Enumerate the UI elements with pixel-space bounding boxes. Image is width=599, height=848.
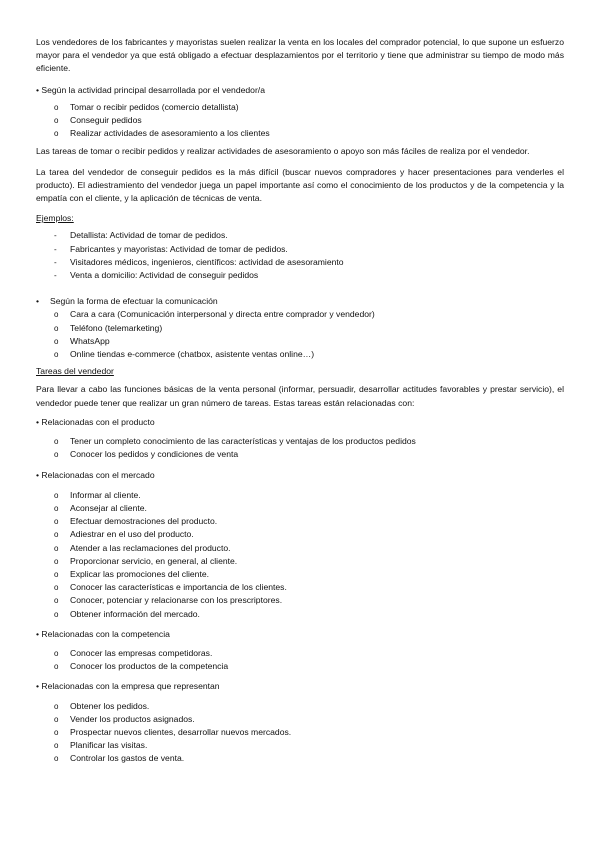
paragraph-difficult-task: La tarea del vendedor de conseguir pedidos es la más difícil (buscar nuevos compradores y hacer presentaciones para venderles el producto). El adiestramiento del vendedor juega un papel importante así como el conocimiento de los productos y de la competencia y la empatía con el cliente, y la aplicación de técnicas de venta. — [36, 166, 564, 204]
tasks-title: Tareas del vendedor — [36, 366, 114, 377]
circle-bullet-icon: o — [54, 609, 59, 619]
dash-bullet-icon: - — [54, 257, 57, 267]
circle-bullet-icon: o — [54, 569, 59, 579]
list-item: o Conocer los productos de la competencia — [36, 660, 564, 673]
list-item: o Adiestrar en el uso del producto. — [36, 528, 564, 541]
circle-bullet-icon: o — [54, 129, 59, 139]
list-item: o Tomar o recibir pedidos (comercio detallista) — [36, 101, 564, 114]
circle-bullet-icon: o — [54, 530, 59, 540]
list-item: o Realizar actividades de asesoramiento a los clientes — [36, 127, 564, 140]
circle-bullet-icon: o — [54, 503, 59, 513]
circle-bullet-icon: o — [54, 310, 59, 320]
circle-bullet-icon: o — [54, 648, 59, 658]
competition-list — [36, 647, 564, 673]
circle-bullet-icon: o — [54, 754, 59, 764]
list-item: o Planificar las visitas. — [36, 739, 564, 752]
activity-list — [36, 101, 564, 141]
section-activity-heading: • Según la actividad principal desarrollada por el vendedor/a — [36, 84, 265, 95]
circle-bullet-icon: o — [54, 741, 59, 751]
circle-bullet-icon: o — [54, 701, 59, 711]
section-company-heading: • Relacionadas con la empresa que representan — [36, 681, 220, 692]
list-item: o Prospectar nuevos clientes, desarrollar nuevos mercados. — [36, 726, 564, 739]
section-market-heading: • Relacionadas con el mercado — [36, 470, 155, 481]
circle-bullet-icon: o — [54, 490, 59, 500]
list-item: o Informar al cliente. — [36, 489, 564, 502]
circle-bullet-icon: o — [54, 517, 59, 527]
product-list — [36, 435, 564, 461]
dash-bullet-icon: - — [54, 271, 57, 281]
circle-bullet-icon: o — [54, 102, 59, 112]
list-item: o Controlar los gastos de venta. — [36, 752, 564, 765]
list-item: o Proporcionar servicio, en general, al cliente. — [36, 555, 564, 568]
list-item: o Teléfono (telemarketing) — [36, 322, 564, 335]
examples-list — [36, 229, 564, 282]
circle-bullet-icon: o — [54, 556, 59, 566]
communication-list — [36, 308, 564, 361]
dash-bullet-icon: - — [54, 231, 57, 241]
circle-bullet-icon: o — [54, 350, 59, 360]
list-item: o Efectuar demostraciones del producto. — [36, 515, 564, 528]
list-item: - Venta a domicilio: Actividad de conseguir pedidos — [36, 269, 564, 282]
company-list — [36, 700, 564, 766]
section-communication-heading: • Según la forma de efectuar la comunicación — [36, 295, 564, 308]
section-product-heading: • Relacionadas con el producto — [36, 416, 155, 427]
section-competition-heading: • Relacionadas con la competencia — [36, 628, 170, 639]
list-item: o Conocer, potenciar y relacionarse con los prescriptores. — [36, 594, 564, 607]
examples-title: Ejemplos: — [36, 213, 74, 224]
circle-bullet-icon: o — [54, 336, 59, 346]
list-item: o Conocer las empresas competidoras. — [36, 647, 564, 660]
circle-bullet-icon: o — [54, 596, 59, 606]
list-item: o Conocer las características e importancia de los clientes. — [36, 581, 564, 594]
list-item: o Online tiendas e-commerce (chatbox, asistente ventas online…) — [36, 348, 564, 361]
list-item: o Conocer los pedidos y condiciones de venta — [36, 448, 564, 461]
tasks-intro-paragraph: Para llevar a cabo las funciones básicas de la venta personal (informar, persuadir, desarrollar actitudes favorables y prestar servicio), el vendedor puede tener que realizar un gran número de tareas. Estas tareas están relacionadas con: — [36, 384, 564, 408]
list-item: o WhatsApp — [36, 335, 564, 348]
circle-bullet-icon: o — [54, 543, 59, 553]
dash-bullet-icon: - — [54, 244, 57, 254]
circle-bullet-icon: o — [54, 583, 59, 593]
list-item: o Tener un completo conocimiento de las características y ventajas de los productos pedidos — [36, 435, 564, 448]
intro-paragraph: Los vendedores de los fabricantes y mayoristas suelen realizar la venta en los locales del comprador potencial, lo que supone un esfuerzo mayor para el vendedor ya que está obligado a efectuar desplazamientos por el territorio y tiene que administrar su tiempo de modo más eficiente. — [36, 37, 564, 74]
list-item: o Vender los productos asignados. — [36, 713, 564, 726]
paragraph-easy-tasks: Las tareas de tomar o recibir pedidos y realizar actividades de asesoramiento o apoyo son más fáciles de realiza por el vendedor. — [36, 146, 530, 157]
list-item: - Detallista: Actividad de tomar de pedidos. — [36, 229, 564, 242]
circle-bullet-icon: o — [54, 450, 59, 460]
circle-bullet-icon: o — [54, 662, 59, 672]
bullet-icon: • — [36, 296, 40, 307]
list-item: o Atender a las reclamaciones del producto. — [36, 542, 564, 555]
circle-bullet-icon: o — [54, 437, 59, 447]
circle-bullet-icon: o — [54, 323, 59, 333]
circle-bullet-icon: o — [54, 116, 59, 126]
list-item: o Explicar las promociones del cliente. — [36, 568, 564, 581]
list-item: o Conseguir pedidos — [36, 114, 564, 127]
list-item: o Cara a cara (Comunicación interpersonal y directa entre comprador y vendedor) — [36, 308, 564, 321]
market-list — [36, 489, 564, 621]
document-page — [36, 36, 564, 766]
list-item: - Visitadores médicos, ingenieros, científicos: actividad de asesoramiento — [36, 256, 564, 269]
list-item: o Obtener los pedidos. — [36, 700, 564, 713]
circle-bullet-icon: o — [54, 727, 59, 737]
list-item: - Fabricantes y mayoristas: Actividad de tomar de pedidos. — [36, 243, 564, 256]
list-item: o Aconsejar al cliente. — [36, 502, 564, 515]
list-item: o Obtener información del mercado. — [36, 608, 564, 621]
circle-bullet-icon: o — [54, 714, 59, 724]
